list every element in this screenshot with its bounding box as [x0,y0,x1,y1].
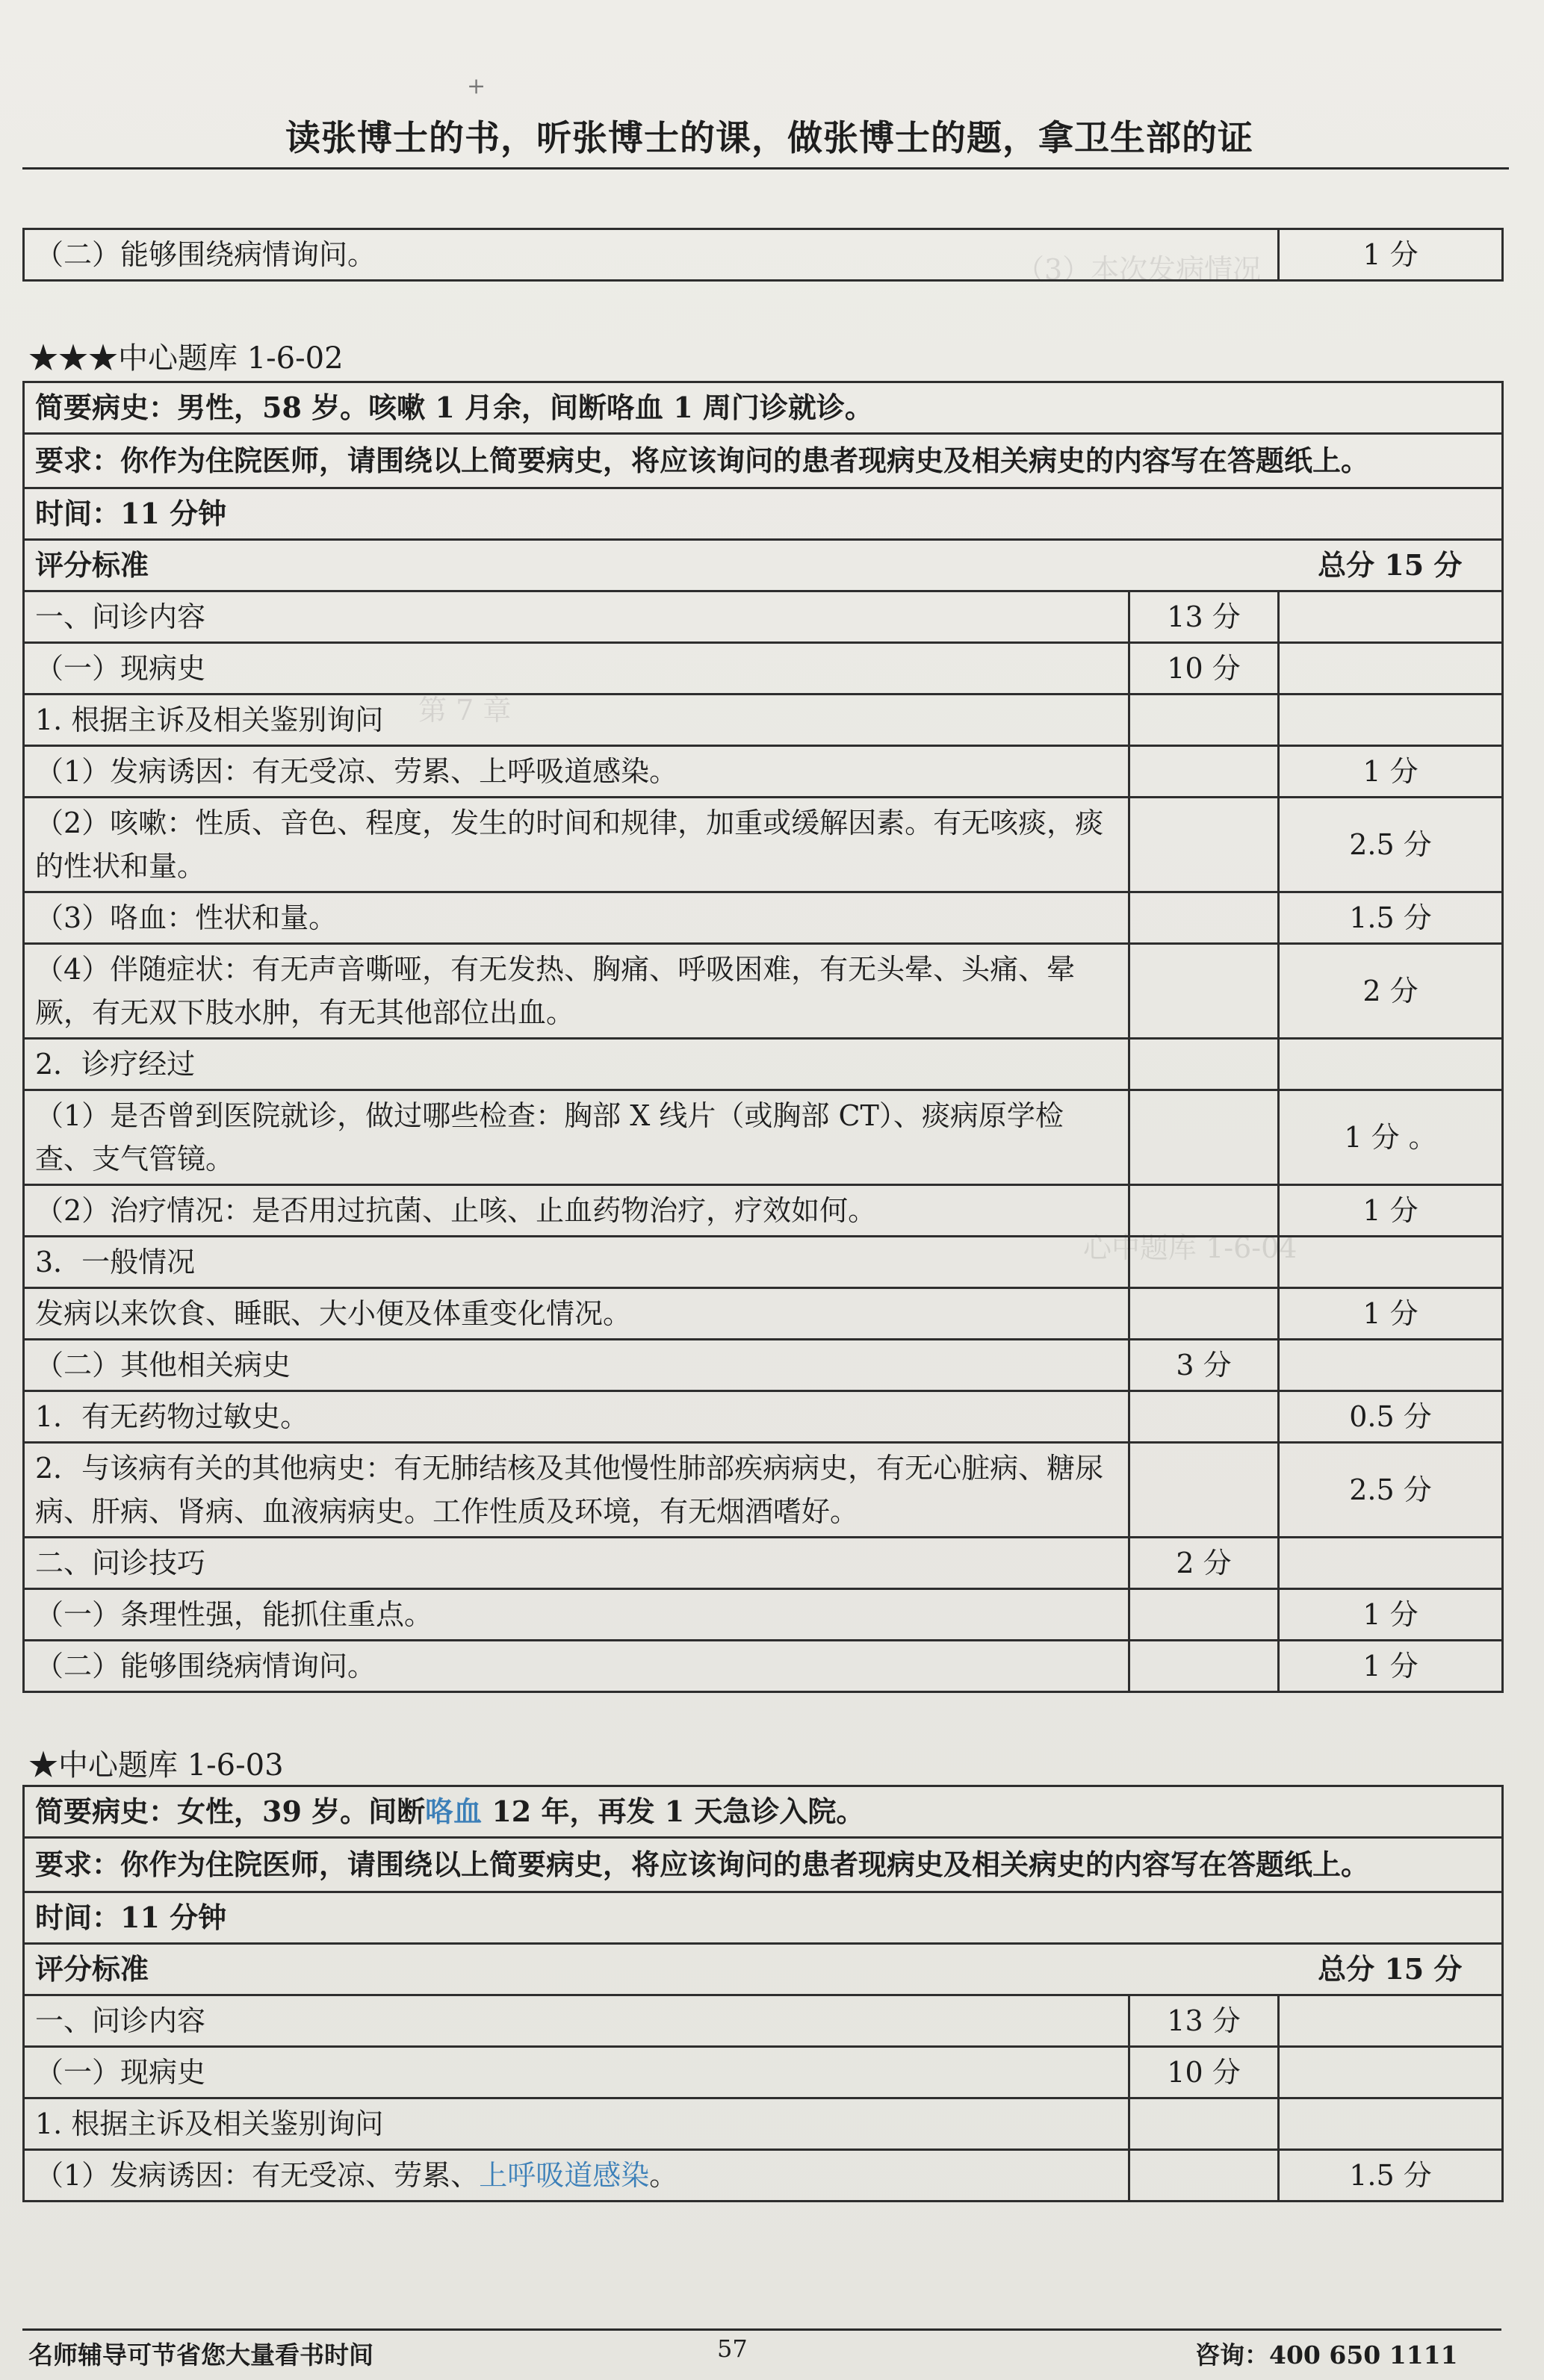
page-header: 读张博士的书，听张博士的课，做张博士的题，拿卫生部的证 [285,118,1253,159]
criteria-item: （一）条理性强，能抓住重点。 [24,1589,1129,1641]
continuation-table [22,228,1504,282]
table-row [24,1641,1503,1692]
table-row [24,1288,1503,1340]
criteria-item: 3．一般情况 [24,1237,1129,1288]
criteria-item: （二）能够围绕病情询问。 [24,1641,1129,1692]
criteria-item: （3）咯血：性状和量。 [24,892,1129,944]
criteria-item: （4）伴随症状：有无声音嘶哑，有无发热、胸痛、呼吸困难，有无头晕、头痛、晕厥，有无双下肢水肿，有无其他部位出血。 [24,944,1129,1039]
criteria-item: 1. 根据主诉及相关鉴别询问 [24,2098,1129,2150]
table-row [24,1340,1503,1391]
table-row [24,1237,1503,1288]
item-score: 1 分 [1279,1185,1503,1237]
item-score [1279,1995,1503,2047]
criteria-item: （1）是否曾到医院就诊，做过哪些检查：胸部 X 线片（或胸部 CT）、痰病原学检查、支气管镜。 [24,1090,1129,1185]
item-score [1279,2098,1503,2150]
item-score [1279,591,1503,643]
table-row [24,643,1503,695]
footer-rule [22,2328,1501,2331]
criteria-item-text: 。 [649,2159,678,2192]
criteria-item: （2）治疗情况：是否用过抗菌、止咳、止血药物治疗，疗效如何。 [24,1185,1129,1237]
bleed-through-text: （3）本次发病情况 [1016,253,1262,286]
criteria-item: 2．诊疗经过 [24,1039,1129,1090]
item-score: 2.5 分 [1279,1443,1503,1538]
page-number: 57 [717,2334,748,2363]
requirement: 要求：你作为住院医师，请围绕以上简要病史，将应该询问的患者现病史及相关病史的内容写在答题纸上。 [24,1838,1503,1892]
criteria-item: 1. 根据主诉及相关鉴别询问 [24,695,1129,746]
item-score: 1 分 [1279,1641,1503,1692]
brief-history-text: 12 年，再发 1 天急诊入院。 [482,1795,865,1828]
item-score [1279,643,1503,695]
item-score [1279,1340,1503,1391]
criteria-item: （一）现病史 [24,2047,1129,2098]
table-row [24,1185,1503,1237]
criteria-item: （二）其他相关病史 [24,1340,1129,1391]
section-score: 3 分 [1129,1340,1279,1391]
case-title: ★★★中心题库 1-6-02 [28,341,344,376]
table-row [24,944,1503,1039]
section-score [1129,1237,1279,1288]
section-score: 10 分 [1129,2047,1279,2098]
requirement: 要求：你作为住院医师，请围绕以上简要病史，将应该询问的患者现病史及相关病史的内容写在答题纸上。 [24,434,1503,488]
case2-table [22,1785,1504,2202]
brief-history [24,1786,1503,1838]
brief-history-text: 简要病史：女性，39 岁。间断 [35,1795,426,1828]
criteria-item: （1）发病诱因：有无受凉、劳累、上呼吸道感染。 [24,746,1129,798]
highlighted-term: 咯血 [425,1795,483,1828]
brief-history: 简要病史：男性，58 岁。咳嗽 1 月余，间断咯血 1 周门诊就诊。 [24,382,1503,434]
criteria-label: 评分标准 [24,1944,1279,1995]
table-row [24,746,1503,798]
section-score [1129,2150,1279,2202]
item-score: 1 分 [1279,1288,1503,1340]
item-score: 0.5 分 [1279,1391,1503,1443]
section-score [1129,1185,1279,1237]
criteria-item: 二、问诊技巧 [24,1538,1129,1589]
criteria-label: 评分标准 [24,540,1279,591]
total-score: 总分 15 分 [1279,1944,1503,1995]
item-score [1279,1237,1503,1288]
criteria-item [24,2150,1129,2202]
highlighted-term: 上呼吸道感染 [479,2159,650,2192]
bleed-through-text: 心中题库 1-6-04 [1083,1231,1297,1264]
section-score [1129,944,1279,1039]
section-score: 2 分 [1129,1538,1279,1589]
table-row [24,1538,1503,1589]
time-limit: 时间：11 分钟 [24,1892,1503,1944]
total-score: 总分 15 分 [1279,540,1503,591]
print-speck: + [467,73,486,99]
time-limit: 时间：11 分钟 [24,488,1503,540]
section-score: 10 分 [1129,643,1279,695]
item-score [1279,1538,1503,1589]
table-row [24,798,1503,892]
section-score: 13 分 [1129,1995,1279,2047]
table-row [24,2098,1503,2150]
item-score: 2 分 [1279,944,1503,1039]
item-score [1279,695,1503,746]
table-row [24,1391,1503,1443]
item-score: 1 分 [1279,1589,1503,1641]
table-row [24,2150,1503,2202]
table-row [24,2047,1503,2098]
table-row [24,1995,1503,2047]
section-score [1129,1641,1279,1692]
criteria-item: （2）咳嗽：性质、音色、程度，发生的时间和规律，加重或缓解因素。有无咳痰，痰的性状和量。 [24,798,1129,892]
section-score [1129,695,1279,746]
section-score [1129,892,1279,944]
item-score: 1.5 分 [1279,2150,1503,2202]
criteria-item: 2．与该病有关的其他病史：有无肺结核及其他慢性肺部疾病病史，有无心脏病、糖尿病、肝病、肾病、血液病病史。工作性质及环境，有无烟酒嗜好。 [24,1443,1129,1538]
criteria-item-text: （1）发病诱因：有无受凉、劳累、 [35,2159,480,2192]
bleed-through-text: 第 7 章 [418,694,512,727]
footer-slogan: 名师辅导可节省您大量看书时间 [28,2340,373,2370]
item-score [1279,2047,1503,2098]
criteria-item: 发病以来饮食、睡眠、大小便及体重变化情况。 [24,1288,1129,1340]
footer-contact: 咨询：400 650 1111 [1195,2340,1458,2370]
table-row [24,1090,1503,1185]
table-row [24,695,1503,746]
section-score [1129,1039,1279,1090]
criteria-item: 1．有无药物过敏史。 [24,1391,1129,1443]
criteria-item: （一）现病史 [24,643,1129,695]
section-score [1129,1090,1279,1185]
section-score [1129,798,1279,892]
case-title: ★中心题库 1-6-03 [28,1748,284,1783]
item-score: 1.5 分 [1279,892,1503,944]
table-row [24,591,1503,643]
table-row [24,1039,1503,1090]
section-score [1129,2098,1279,2150]
table-row [24,1589,1503,1641]
header-rule [22,167,1509,170]
table-row [24,892,1503,944]
item-score: 1 分 [1279,746,1503,798]
criteria-score: 1 分 [1279,229,1503,281]
section-score [1129,746,1279,798]
section-score: 13 分 [1129,591,1279,643]
section-score [1129,1589,1279,1641]
section-score [1129,1288,1279,1340]
section-score [1129,1443,1279,1538]
criteria-item: 一、问诊内容 [24,591,1129,643]
item-score: 2.5 分 [1279,798,1503,892]
table-row [24,1443,1503,1538]
criteria-item: 一、问诊内容 [24,1995,1129,2047]
item-score [1279,1039,1503,1090]
item-score: 1 分 。 [1279,1090,1503,1185]
case1-table [22,381,1504,1693]
section-score [1129,1391,1279,1443]
criteria-item: （二）能够围绕病情询问。 [24,229,1279,281]
